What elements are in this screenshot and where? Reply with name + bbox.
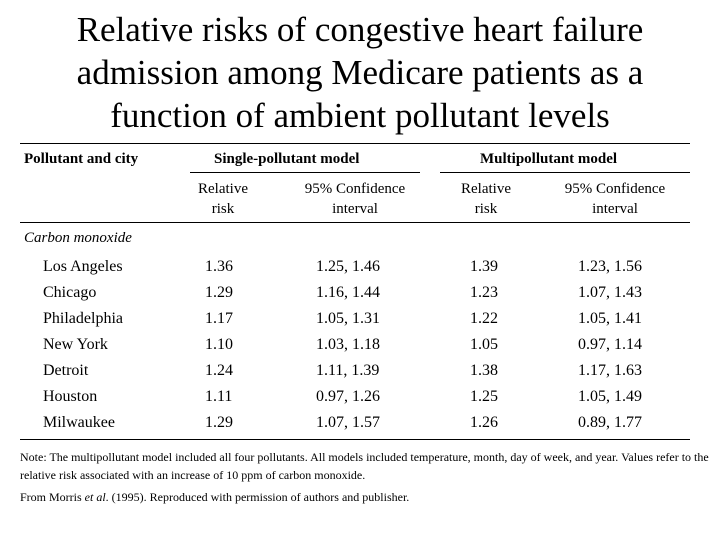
subheader-rr-line2: risk xyxy=(211,201,235,217)
multi-relative-risk: 1.38 xyxy=(470,362,498,379)
multi-confidence-interval: 1.23, 1.56 xyxy=(578,258,642,275)
source-etal: et al xyxy=(84,490,106,504)
title-line-3: function of ambient pollutant levels xyxy=(110,96,610,135)
header-pollutant-city: Pollutant and city xyxy=(24,151,139,167)
single-relative-risk: 1.17 xyxy=(205,310,233,327)
table-note: Note: The multipollutant model included all four pollutants. All models included temperature, month, day of week, and year. Values refer to the relative risk associated with an increase of 10 ppm of carbon monoxide. xyxy=(20,450,709,482)
multi-relative-risk: 1.25 xyxy=(470,388,498,405)
subheader-ci-line1: 95% Confidence xyxy=(564,181,666,197)
single-confidence-interval: 0.97, 1.26 xyxy=(316,388,380,405)
single-relative-risk: 1.29 xyxy=(205,414,233,431)
table-row xyxy=(0,336,720,362)
single-confidence-interval: 1.07, 1.57 xyxy=(316,414,380,431)
multi-confidence-interval: 0.89, 1.77 xyxy=(578,414,642,431)
subheader-ci-line2: interval xyxy=(592,201,638,217)
subheader-rr-single xyxy=(183,179,263,219)
single-confidence-interval: 1.05, 1.31 xyxy=(316,310,380,327)
single-relative-risk: 1.10 xyxy=(205,336,233,353)
single-model-underline xyxy=(190,172,420,173)
multi-model-underline xyxy=(440,172,690,173)
table-row xyxy=(0,414,720,440)
source-citation xyxy=(20,490,409,505)
single-confidence-interval: 1.03, 1.18 xyxy=(316,336,380,353)
single-confidence-interval: 1.16, 1.44 xyxy=(316,284,380,301)
subheader-ci-line1: 95% Confidence xyxy=(304,181,406,197)
city-name: Los Angeles xyxy=(43,258,123,275)
multi-relative-risk: 1.26 xyxy=(470,414,498,431)
single-relative-risk: 1.29 xyxy=(205,284,233,301)
source-suffix: . (1995). Reproduced with permission of authors and publisher. xyxy=(105,490,410,504)
subheader-ci-single xyxy=(280,179,430,219)
subheader-rr-line1: Relative xyxy=(461,181,511,197)
subheader-ci-multi xyxy=(540,179,690,219)
single-relative-risk: 1.36 xyxy=(205,258,233,275)
multi-relative-risk: 1.22 xyxy=(470,310,498,327)
multi-confidence-interval: 1.07, 1.43 xyxy=(578,284,642,301)
multi-confidence-interval: 1.17, 1.63 xyxy=(578,362,642,379)
city-name: Detroit xyxy=(43,362,89,379)
single-confidence-interval: 1.25, 1.46 xyxy=(316,258,380,275)
section-carbon-monoxide: Carbon monoxide xyxy=(24,230,132,246)
subheader-rr-line2: risk xyxy=(474,201,498,217)
header-bottom-rule xyxy=(20,222,690,223)
multi-confidence-interval: 0.97, 1.14 xyxy=(578,336,642,353)
multi-confidence-interval: 1.05, 1.41 xyxy=(578,310,642,327)
city-name: Philadelphia xyxy=(43,310,123,327)
multi-relative-risk: 1.05 xyxy=(470,336,498,353)
title-line-2: admission among Medicare patients as a xyxy=(76,53,644,92)
table-row xyxy=(0,362,720,388)
header-single-pollutant: Single-pollutant model xyxy=(214,151,360,167)
table-row xyxy=(0,310,720,336)
subheader-rr-line1: Relative xyxy=(198,181,248,197)
city-name: Milwaukee xyxy=(43,414,115,431)
table-top-rule xyxy=(20,143,690,144)
multi-relative-risk: 1.23 xyxy=(470,284,498,301)
subheader-ci-line2: interval xyxy=(332,201,378,217)
title-line-1: Relative risks of congestive heart failure xyxy=(76,10,644,49)
table-row xyxy=(0,284,720,310)
table-row xyxy=(0,388,720,414)
header-multipollutant: Multipollutant model xyxy=(480,151,618,167)
multi-confidence-interval: 1.05, 1.49 xyxy=(578,388,642,405)
single-relative-risk: 1.11 xyxy=(205,388,233,405)
city-name: Chicago xyxy=(43,284,97,301)
single-relative-risk: 1.24 xyxy=(205,362,233,379)
city-name: Houston xyxy=(43,388,98,405)
multi-relative-risk: 1.39 xyxy=(470,258,498,275)
single-confidence-interval: 1.11, 1.39 xyxy=(316,362,380,379)
table-row xyxy=(0,258,720,284)
source-prefix: From Morris xyxy=(20,490,85,504)
city-name: New York xyxy=(43,336,108,353)
subheader-rr-multi xyxy=(446,179,526,219)
table-bottom-rule xyxy=(20,439,690,440)
slide-title xyxy=(0,8,720,137)
